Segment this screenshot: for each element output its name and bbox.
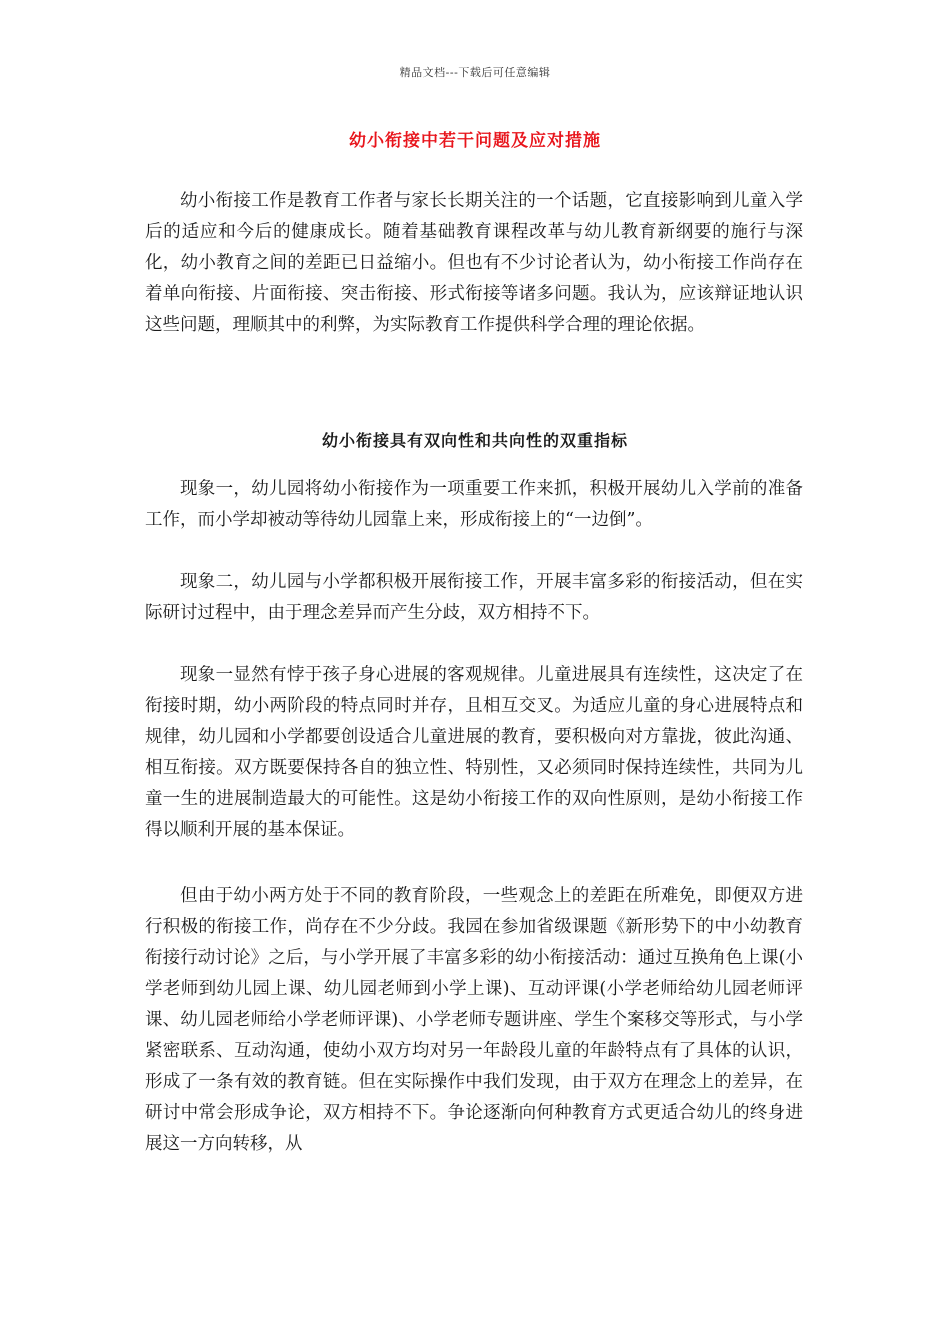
header-note: 精品文档---下载后可任意编辑 [399,66,551,79]
paragraph-continuation: 但由于幼小两方处于不同的教育阶段，一些观念上的差距在所难免，即便双方进行积极的衔接工作，尚存在不少分歧。我园在参加省级课题《新形势下的中小幼教育衔接行动讨论》之后，与小学开展了丰富多彩的幼小衔接活动：通过互换角色上课(小学老师到幼儿园上课、幼儿园老师到小学上课)、互动评课(小学老师给幼儿园老师评课、幼儿园老师给小学老师评课)、小学老师专题讲座、学生个案移交等形式，与小学紧密联系、互动沟通，使幼小双方均对另一年龄段儿童的年龄特点有了具体的认识，形成了一条有效的教育链。但在实际操作中我们发现，由于双方在理念上的差异，在研讨中常会形成争论，双方相持不下。争论逐渐向何种教育方式更适合幼儿的终身进展这一方向转移，从 [145,886,803,1154]
intro-paragraph: 幼小衔接工作是教育工作者与家长长期关注的一个话题，它直接影响到儿童入学后的适应和今后的健康成长。随着基础教育课程改革与幼儿教育新纲要的施行与深化，幼小教育之间的差距已日益缩小。但也有不少讨论者认为，幼小衔接工作尚存在着单向衔接、片面衔接、突击衔接、形式衔接等诸多问题。我认为，应该辩证地认识这些问题，理顺其中的利弊，为实际教育工作提供科学合理的理论依据。 [145,191,803,335]
section-heading: 幼小衔接具有双向性和共向性的双重指标 [321,431,628,450]
paragraph-phenomenon-one: 现象一，幼儿园将幼小衔接作为一项重要工作来抓，积极开展幼儿入学前的准备工作，而小学却被动等待幼儿园靠上来，形成衔接上的“一边倒”。 [145,479,803,530]
paragraph-analysis: 现象一显然有悖于孩子身心进展的客观规律。儿童进展具有连续性，这决定了在衔接时期，幼小两阶段的特点同时并存，且相互交叉。为适应儿童的身心进展特点和规律，幼儿园和小学都要创设适合儿童进展的教育，要积极向对方靠拢，彼此沟通、相互衔接。双方既要保持各自的独立性、特别性，又必须同时保持连续性，共同为儿童一生的进展制造最大的可能性。这是幼小衔接工作的双向性原则，是幼小衔接工作得以顺利开展的基本保证。 [145,665,803,840]
document-title: 幼小衔接中若干问题及应对措施 [349,131,601,151]
paragraph-phenomenon-two: 现象二，幼儿园与小学都积极开展衔接工作，开展丰富多彩的衔接活动，但在实际研讨过程中，由于理念差异而产生分歧，双方相持不下。 [145,572,803,623]
